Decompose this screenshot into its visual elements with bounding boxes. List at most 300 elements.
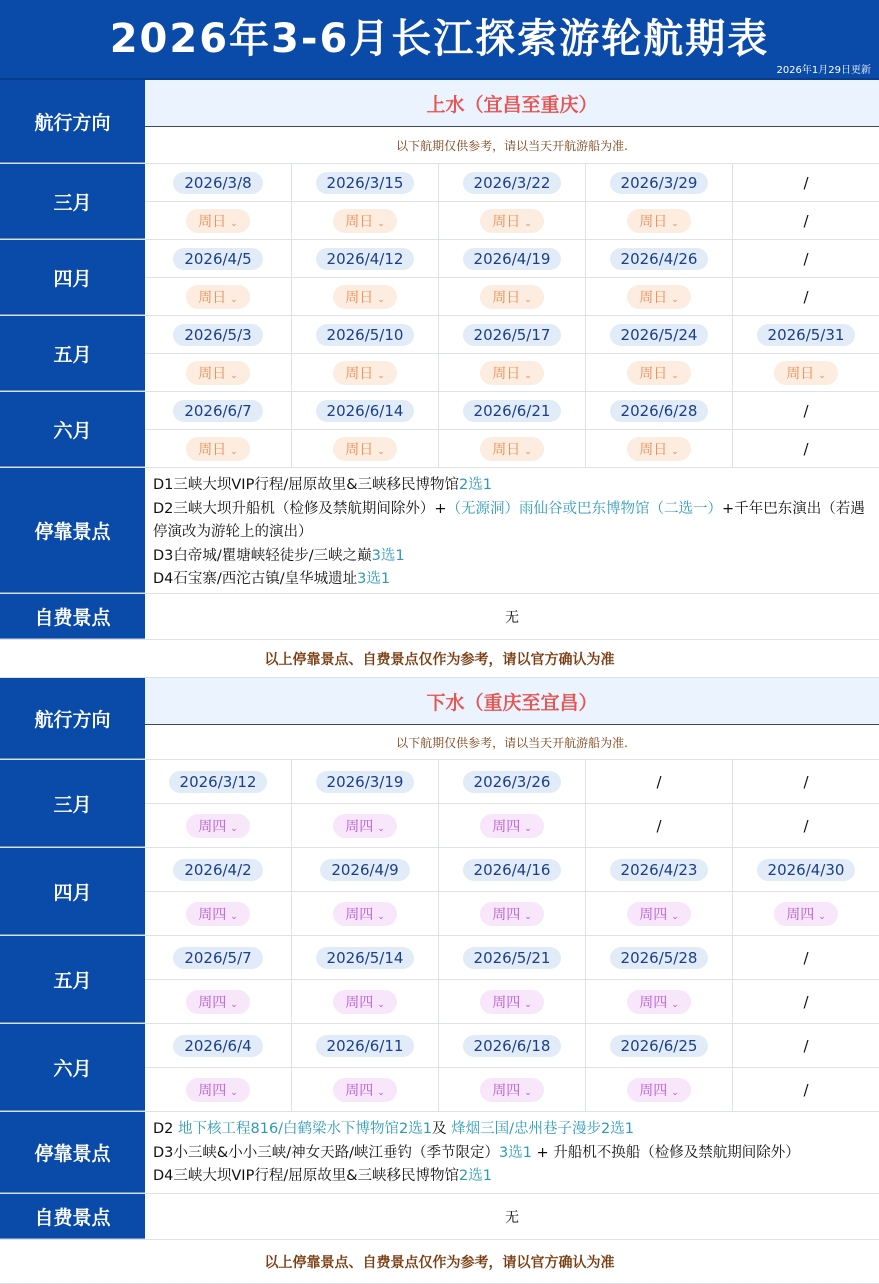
weekday-cell <box>439 202 586 239</box>
weekday-label: 周日 <box>492 213 521 230</box>
departure-date[interactable]: 2026/5/31 <box>757 324 856 346</box>
weekday-label: 周四 <box>639 906 668 923</box>
weekday-dropdown[interactable] <box>186 361 250 385</box>
weekday-label: 周四 <box>345 906 374 923</box>
updated-date: 2026年1月29日更新 <box>776 65 871 76</box>
date-cell <box>586 1024 733 1067</box>
departure-date[interactable]: 2026/4/26 <box>610 248 709 270</box>
weekday-label: 周日 <box>639 365 668 382</box>
chevron-down-icon: ⌄ <box>230 218 238 229</box>
chevron-down-icon: ⌄ <box>377 823 385 834</box>
chevron-down-icon: ⌄ <box>230 1087 238 1098</box>
month-row <box>0 240 879 316</box>
weekday-dropdown[interactable] <box>480 814 544 838</box>
chevron-down-icon: ⌄ <box>377 294 385 305</box>
stops-label: 停靠景点 <box>0 1112 145 1193</box>
month-row <box>0 848 879 936</box>
date-cell <box>145 1024 292 1067</box>
weekday-dropdown[interactable] <box>480 209 544 233</box>
departure-date[interactable]: 2026/4/9 <box>320 859 409 881</box>
weekday-label: 周日 <box>639 289 668 306</box>
weekday-cell <box>439 430 586 467</box>
departure-date[interactable]: 2026/3/26 <box>463 771 562 793</box>
departure-date[interactable]: 2026/5/21 <box>463 947 562 969</box>
date-cell <box>145 760 292 803</box>
departure-date[interactable]: 2026/4/16 <box>463 859 562 881</box>
weekday-cell <box>292 430 439 467</box>
chevron-down-icon: ⌄ <box>671 1087 679 1098</box>
chevron-down-icon: ⌄ <box>230 446 238 457</box>
chevron-down-icon: ⌄ <box>818 911 826 922</box>
month-label: 六月 <box>0 392 145 467</box>
page-title: 2026年3-6月长江探索游轮航期表 <box>109 16 770 62</box>
date-row <box>145 936 879 980</box>
month-cells <box>145 848 879 935</box>
date-cell <box>145 316 292 353</box>
weekday-label: 周四 <box>639 994 668 1011</box>
weekday-dropdown[interactable] <box>186 437 250 461</box>
departure-date[interactable]: 2026/5/17 <box>463 324 562 346</box>
chevron-down-icon: ⌄ <box>377 1087 385 1098</box>
weekday-label: 周四 <box>198 818 227 835</box>
empty-marker: / <box>803 948 809 967</box>
date-cell <box>586 936 733 979</box>
date-cell <box>145 240 292 277</box>
weekday-cell <box>439 980 586 1023</box>
weekday-cell <box>145 1068 292 1111</box>
schedule-content <box>0 80 879 1284</box>
date-row <box>145 316 879 354</box>
weekday-label: 周四 <box>345 994 374 1011</box>
month-label: 六月 <box>0 1024 145 1111</box>
departure-date[interactable]: 2026/5/14 <box>316 947 415 969</box>
weekday-cell <box>145 980 292 1023</box>
stop-text: D1三峡大坝VIP行程/屈原故里&三峡移民博物馆 <box>153 477 460 493</box>
weekday-dropdown[interactable] <box>333 285 397 309</box>
weekday-label: 周四 <box>492 818 521 835</box>
departure-date[interactable]: 2026/6/14 <box>316 400 415 422</box>
weekday-label: 周四 <box>198 906 227 923</box>
weekday-row <box>145 278 879 315</box>
departure-date[interactable]: 2026/4/19 <box>463 248 562 270</box>
date-cell <box>292 392 439 429</box>
stop-option-highlight: 2选1 <box>459 477 492 493</box>
schedule-note: 以下航期仅供参考，请以当天开航游船为准. <box>396 138 628 153</box>
weekday-dropdown[interactable] <box>627 990 691 1014</box>
weekday-cell <box>733 278 879 315</box>
empty-marker: / <box>803 816 809 835</box>
departure-date[interactable]: 2026/3/19 <box>316 771 415 793</box>
date-cell <box>733 936 879 979</box>
date-cell <box>733 240 879 277</box>
weekday-row <box>145 892 879 935</box>
chevron-down-icon: ⌄ <box>230 370 238 381</box>
weekday-cell <box>733 430 879 467</box>
date-cell <box>292 848 439 891</box>
date-cell <box>292 240 439 277</box>
departure-date[interactable]: 2026/4/23 <box>610 859 709 881</box>
stops-row <box>0 468 879 594</box>
weekday-dropdown[interactable] <box>333 361 397 385</box>
direction-label: 航行方向 <box>0 678 145 759</box>
month-label: 三月 <box>0 164 145 239</box>
date-cell <box>292 1024 439 1067</box>
stop-text: D3小三峡&小小三峡/神女天路/峡江垂钓（季节限定） <box>153 1144 499 1161</box>
direction-label: 航行方向 <box>0 80 145 163</box>
stop-option-highlight: （无源洞）雨仙谷或巴东博物馆（二选一） <box>446 500 723 517</box>
weekday-cell <box>733 1068 879 1111</box>
date-cell <box>292 936 439 979</box>
chevron-down-icon: ⌄ <box>377 446 385 457</box>
weekday-cell <box>292 278 439 315</box>
weekday-dropdown[interactable] <box>186 990 250 1014</box>
date-cell <box>439 848 586 891</box>
weekday-cell <box>292 980 439 1023</box>
weekday-cell <box>586 430 733 467</box>
departure-date[interactable]: 2026/3/22 <box>463 172 562 194</box>
weekday-cell <box>439 1068 586 1111</box>
weekday-label: 周日 <box>198 213 227 230</box>
departure-date[interactable]: 2026/6/7 <box>173 400 262 422</box>
weekday-row <box>145 430 879 467</box>
weekday-dropdown[interactable] <box>480 1078 544 1102</box>
date-cell <box>439 760 586 803</box>
chevron-down-icon: ⌄ <box>377 218 385 229</box>
month-cells <box>145 392 879 467</box>
stop-text: D2 <box>153 1121 178 1137</box>
weekday-cell <box>586 1068 733 1111</box>
departure-date[interactable]: 2026/4/2 <box>173 859 262 881</box>
weekday-dropdown[interactable] <box>480 990 544 1014</box>
chevron-down-icon: ⌄ <box>377 911 385 922</box>
weekday-label: 周四 <box>492 1082 521 1099</box>
weekday-cell <box>733 354 879 391</box>
weekday-cell <box>733 980 879 1023</box>
chevron-down-icon: ⌄ <box>230 999 238 1010</box>
weekday-dropdown[interactable] <box>480 437 544 461</box>
direction-title: 下水（重庆至宜昌） <box>145 678 879 725</box>
stop-line <box>153 568 871 592</box>
direction-title: 上水（宜昌至重庆） <box>145 80 879 127</box>
chevron-down-icon: ⌄ <box>230 294 238 305</box>
weekday-label: 周四 <box>345 1082 374 1099</box>
chevron-down-icon: ⌄ <box>671 999 679 1010</box>
departure-date[interactable]: 2026/3/29 <box>610 172 709 194</box>
departure-date[interactable]: 2026/6/11 <box>316 1035 415 1057</box>
departure-date[interactable]: 2026/6/4 <box>173 1035 262 1057</box>
empty-marker: / <box>656 816 662 835</box>
weekday-label: 周日 <box>492 289 521 306</box>
stops-row <box>0 1112 879 1194</box>
date-cell <box>439 164 586 201</box>
month-cells <box>145 760 879 847</box>
weekday-row <box>145 804 879 847</box>
empty-marker: / <box>803 211 809 230</box>
month-label: 五月 <box>0 316 145 391</box>
chevron-down-icon: ⌄ <box>524 370 532 381</box>
weekday-label: 周日 <box>639 441 668 458</box>
stop-text: D3白帝城/瞿塘峡轻徒步/三峡之巅 <box>153 547 372 564</box>
date-cell <box>439 936 586 979</box>
stop-text: +千年巴东演出（若遇停演改为游轮上的演出） <box>153 500 865 540</box>
month-label: 五月 <box>0 936 145 1023</box>
weekday-dropdown[interactable] <box>480 902 544 926</box>
weekday-row <box>145 980 879 1023</box>
date-row <box>145 164 879 202</box>
date-row <box>145 760 879 804</box>
weekday-cell <box>145 430 292 467</box>
weekday-label: 周日 <box>198 365 227 382</box>
date-cell <box>733 848 879 891</box>
empty-marker: / <box>803 439 809 458</box>
empty-marker: / <box>656 772 662 791</box>
departure-date[interactable]: 2026/3/15 <box>316 172 415 194</box>
weekday-label: 周日 <box>345 441 374 458</box>
departure-date[interactable]: 2026/4/12 <box>316 248 415 270</box>
weekday-cell <box>145 804 292 847</box>
date-cell <box>733 164 879 201</box>
weekday-cell <box>145 278 292 315</box>
weekday-dropdown[interactable] <box>627 1078 691 1102</box>
section-down <box>0 678 879 1284</box>
empty-marker: / <box>803 772 809 791</box>
weekday-cell <box>586 202 733 239</box>
stop-text: + 升船机不换船（检修及禁航期间除外） <box>531 1144 800 1161</box>
date-cell <box>292 316 439 353</box>
weekday-cell <box>439 354 586 391</box>
weekday-dropdown[interactable] <box>333 990 397 1014</box>
chevron-down-icon: ⌄ <box>524 911 532 922</box>
weekday-dropdown[interactable] <box>774 361 838 385</box>
weekday-dropdown[interactable] <box>627 902 691 926</box>
date-cell <box>586 760 733 803</box>
month-cells <box>145 1024 879 1111</box>
weekday-dropdown[interactable] <box>627 285 691 309</box>
stop-option-highlight: 3选1 <box>498 1144 532 1161</box>
stop-line <box>153 1142 871 1166</box>
departure-date[interactable]: 2026/6/21 <box>463 400 562 422</box>
weekday-label: 周四 <box>492 994 521 1011</box>
weekday-label: 周四 <box>639 1082 668 1099</box>
weekday-cell <box>292 892 439 935</box>
chevron-down-icon: ⌄ <box>524 999 532 1010</box>
weekday-row <box>145 354 879 391</box>
departure-date[interactable]: 2026/5/10 <box>316 324 415 346</box>
stops-list <box>145 1112 879 1193</box>
chevron-down-icon: ⌄ <box>524 823 532 834</box>
month-row <box>0 936 879 1024</box>
date-row <box>145 848 879 892</box>
weekday-cell <box>586 892 733 935</box>
stop-line <box>153 498 871 545</box>
empty-marker: / <box>803 173 809 192</box>
weekday-cell <box>586 980 733 1023</box>
departure-date[interactable]: 2026/3/8 <box>173 172 262 194</box>
weekday-cell <box>439 278 586 315</box>
weekday-cell <box>439 892 586 935</box>
weekday-cell <box>145 354 292 391</box>
stop-line <box>153 1165 871 1189</box>
weekday-cell <box>292 354 439 391</box>
month-row <box>0 164 879 240</box>
date-cell <box>586 164 733 201</box>
selfpaid-value: 无 <box>505 1209 519 1226</box>
weekday-cell <box>292 804 439 847</box>
departure-date[interactable]: 2026/6/25 <box>610 1035 709 1057</box>
date-cell <box>439 240 586 277</box>
stop-line <box>153 1118 871 1142</box>
weekday-cell <box>586 278 733 315</box>
month-cells <box>145 316 879 391</box>
departure-date[interactable]: 2026/5/7 <box>173 947 262 969</box>
chevron-down-icon: ⌄ <box>671 218 679 229</box>
stop-line <box>153 545 871 569</box>
date-cell <box>586 316 733 353</box>
month-cells <box>145 936 879 1023</box>
weekday-cell <box>145 892 292 935</box>
weekday-dropdown[interactable] <box>627 437 691 461</box>
schedule-note: 以下航期仅供参考，请以当天开航游船为准. <box>396 735 628 750</box>
chevron-down-icon: ⌄ <box>377 370 385 381</box>
weekday-dropdown[interactable] <box>186 1078 250 1102</box>
stop-text: D2三峡大坝升船机（检修及禁航期间除外）+ <box>153 500 447 517</box>
empty-marker: / <box>803 1080 809 1099</box>
date-cell <box>586 240 733 277</box>
date-cell <box>292 760 439 803</box>
weekday-dropdown[interactable] <box>186 285 250 309</box>
weekday-label: 周日 <box>492 441 521 458</box>
chevron-down-icon: ⌄ <box>230 911 238 922</box>
weekday-dropdown[interactable] <box>627 361 691 385</box>
month-row <box>0 1024 879 1112</box>
selfpaid-label: 自费景点 <box>0 594 145 639</box>
date-cell <box>145 848 292 891</box>
month-row <box>0 316 879 392</box>
stop-option-highlight: 3选1 <box>371 547 405 564</box>
empty-marker: / <box>803 401 809 420</box>
weekday-dropdown[interactable] <box>627 209 691 233</box>
weekday-label: 周四 <box>786 906 815 923</box>
disclaimer-footer: 以上停靠景点、自费景点仅作为参考，请以官方确认为准 <box>0 1240 879 1284</box>
disclaimer-footer: 以上停靠景点、自费景点仅作为参考，请以官方确认为准 <box>0 640 879 678</box>
weekday-dropdown[interactable] <box>333 437 397 461</box>
month-row <box>0 760 879 848</box>
chevron-down-icon: ⌄ <box>377 999 385 1010</box>
weekday-dropdown[interactable] <box>333 1078 397 1102</box>
weekday-label: 周日 <box>345 289 374 306</box>
date-cell <box>586 392 733 429</box>
weekday-cell <box>586 354 733 391</box>
date-cell <box>733 316 879 353</box>
stop-text: D4石宝寨/西沱古镇/皇华城遗址 <box>153 571 358 587</box>
weekday-dropdown[interactable] <box>333 209 397 233</box>
date-row <box>145 1024 879 1068</box>
weekday-dropdown[interactable] <box>333 814 397 838</box>
weekday-cell <box>733 202 879 239</box>
chevron-down-icon: ⌄ <box>671 370 679 381</box>
selfpaid-row <box>0 1194 879 1240</box>
date-cell <box>733 1024 879 1067</box>
date-cell <box>145 164 292 201</box>
direction-content <box>145 678 879 759</box>
direction-row <box>0 678 879 760</box>
date-cell <box>439 392 586 429</box>
weekday-label: 周四 <box>198 994 227 1011</box>
month-cells <box>145 240 879 315</box>
selfpaid-label: 自费景点 <box>0 1194 145 1239</box>
month-label: 四月 <box>0 848 145 935</box>
departure-date[interactable]: 2026/3/12 <box>169 771 268 793</box>
date-cell <box>439 316 586 353</box>
chevron-down-icon: ⌄ <box>524 294 532 305</box>
weekday-dropdown[interactable] <box>333 902 397 926</box>
departure-date[interactable]: 2026/4/30 <box>757 859 856 881</box>
weekday-label: 周四 <box>492 906 521 923</box>
weekday-row <box>145 202 879 239</box>
selfpaid-row <box>0 594 879 640</box>
stops-label: 停靠景点 <box>0 468 145 593</box>
stop-option-highlight: 烽烟三国/忠州巷子漫步2选1 <box>451 1121 634 1137</box>
weekday-label: 周四 <box>345 818 374 835</box>
departure-date[interactable]: 2026/5/24 <box>610 324 709 346</box>
chevron-down-icon: ⌄ <box>524 1087 532 1098</box>
chevron-down-icon: ⌄ <box>671 446 679 457</box>
stops-list <box>145 468 879 593</box>
departure-date[interactable]: 2026/6/18 <box>463 1035 562 1057</box>
date-cell <box>292 164 439 201</box>
chevron-down-icon: ⌄ <box>671 294 679 305</box>
date-row <box>145 392 879 430</box>
chevron-down-icon: ⌄ <box>524 446 532 457</box>
weekday-dropdown[interactable] <box>186 814 250 838</box>
stop-text: 及 <box>432 1121 452 1137</box>
weekday-label: 周日 <box>492 365 521 382</box>
date-cell <box>733 392 879 429</box>
weekday-label: 周日 <box>198 289 227 306</box>
empty-marker: / <box>803 1036 809 1055</box>
weekday-label: 周四 <box>198 1082 227 1099</box>
selfpaid-value: 无 <box>505 609 519 626</box>
empty-marker: / <box>803 287 809 306</box>
date-cell <box>733 760 879 803</box>
month-label: 三月 <box>0 760 145 847</box>
weekday-cell <box>733 804 879 847</box>
stop-option-highlight: 2选1 <box>459 1168 492 1184</box>
weekday-row <box>145 1068 879 1111</box>
weekday-label: 周日 <box>786 365 815 382</box>
weekday-label: 周日 <box>345 213 374 230</box>
weekday-cell <box>292 202 439 239</box>
weekday-cell <box>733 892 879 935</box>
weekday-dropdown[interactable] <box>480 285 544 309</box>
weekday-dropdown[interactable] <box>186 209 250 233</box>
weekday-label: 周日 <box>639 213 668 230</box>
departure-date[interactable]: 2026/4/5 <box>173 248 262 270</box>
stop-option-highlight: 3选1 <box>357 571 391 587</box>
month-cells <box>145 164 879 239</box>
weekday-dropdown[interactable] <box>774 902 838 926</box>
chevron-down-icon: ⌄ <box>671 911 679 922</box>
departure-date[interactable]: 2026/6/28 <box>610 400 709 422</box>
month-label: 四月 <box>0 240 145 315</box>
weekday-cell <box>292 1068 439 1111</box>
departure-date[interactable]: 2026/5/28 <box>610 947 709 969</box>
departure-date[interactable]: 2026/5/3 <box>173 324 262 346</box>
chevron-down-icon: ⌄ <box>818 370 826 381</box>
weekday-dropdown[interactable] <box>186 902 250 926</box>
weekday-dropdown[interactable] <box>480 361 544 385</box>
direction-content <box>145 80 879 163</box>
